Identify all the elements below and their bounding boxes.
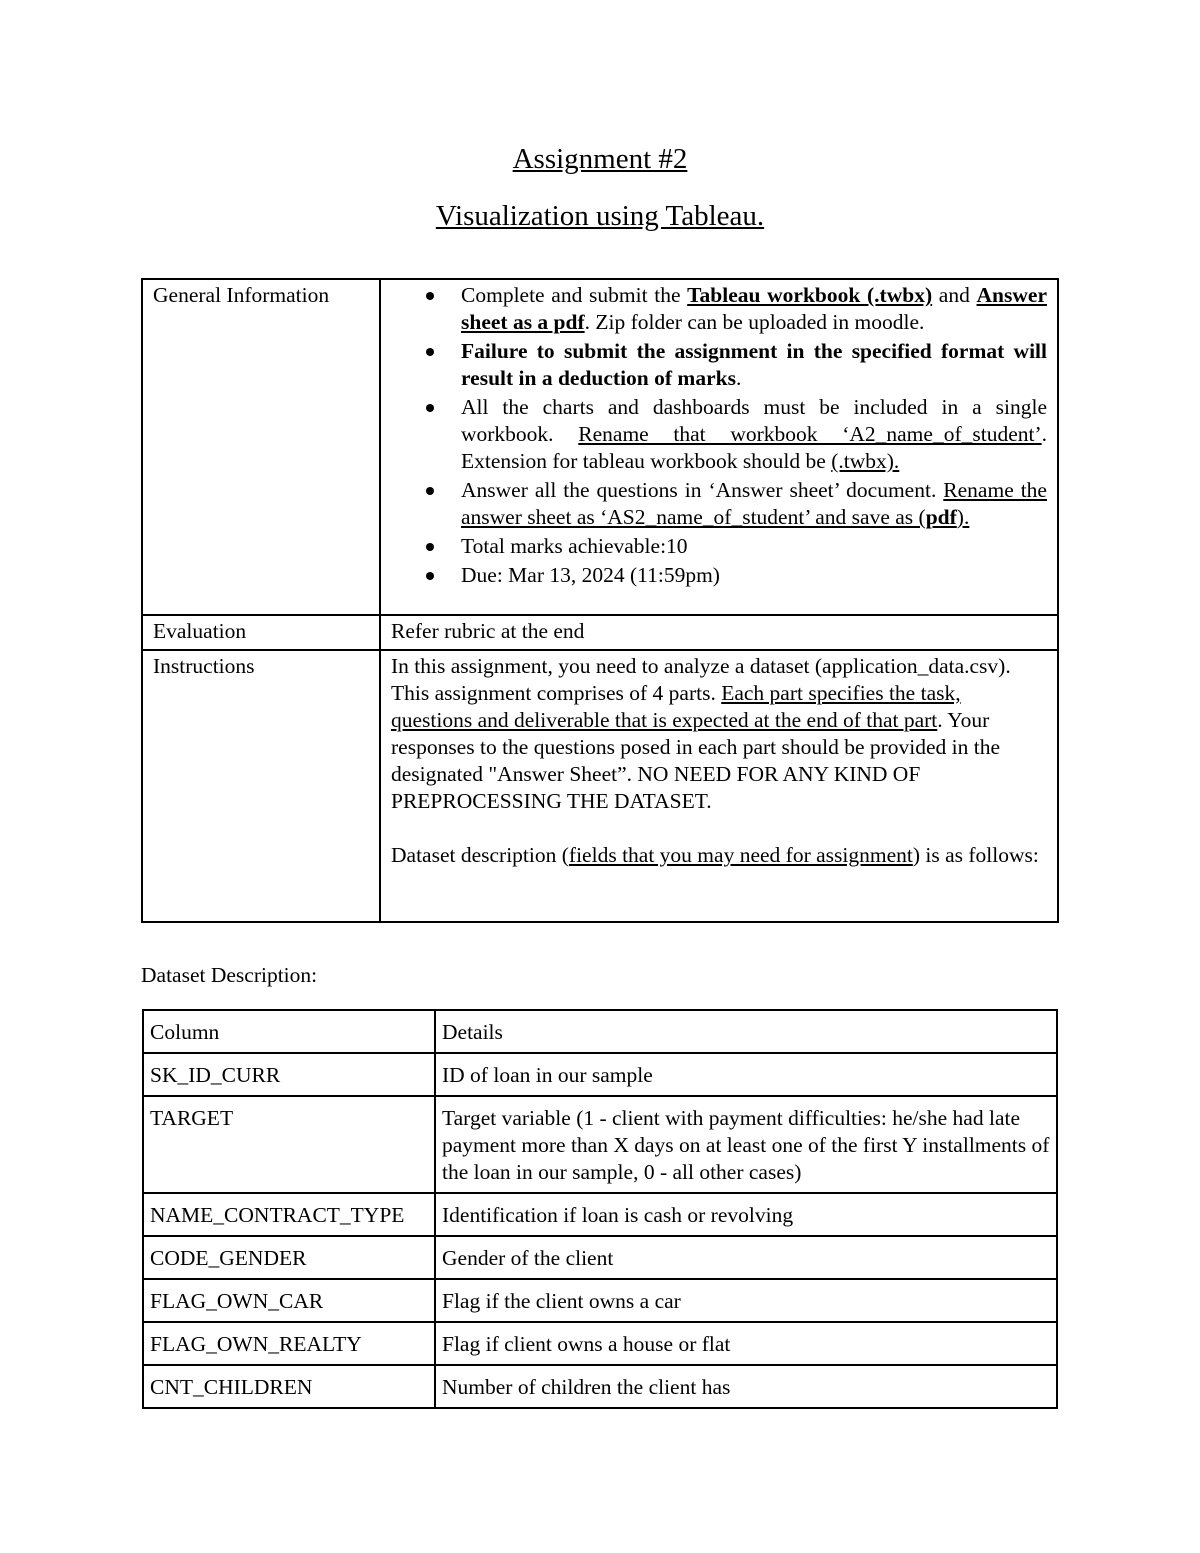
- table-header-row: [143, 1010, 1057, 1053]
- column-details: Identification if loan is cash or revolving: [435, 1193, 1057, 1236]
- column-details: Flag if client owns a house or flat: [435, 1322, 1057, 1365]
- general-information-list: [391, 282, 1047, 589]
- column-name: FLAG_OWN_REALTY: [143, 1322, 435, 1365]
- column-name: CODE_GENDER: [143, 1236, 435, 1279]
- assignment-info-table: [141, 278, 1059, 923]
- table-row: [143, 1053, 1057, 1096]
- list-item: Failure to submit the assignment in the specified format will result in a deduction of marks.: [461, 339, 1047, 390]
- column-name: CNT_CHILDREN: [143, 1365, 435, 1408]
- general-information-label: General Information: [142, 279, 380, 615]
- evaluation-row: [142, 615, 1058, 650]
- column-name: FLAG_OWN_CAR: [143, 1279, 435, 1322]
- table-row: [143, 1279, 1057, 1322]
- general-information-content: [380, 279, 1058, 615]
- column-name: TARGET: [143, 1096, 435, 1193]
- table-row: [143, 1322, 1057, 1365]
- column-details: Gender of the client: [435, 1236, 1057, 1279]
- list-item: Due: Mar 13, 2024 (11:59pm): [461, 562, 1047, 589]
- table-row: [143, 1096, 1057, 1193]
- list-item: Complete and submit the Tableau workbook (.twbx) and Answer sheet as a pdf. Zip folder can be uploaded in moodle.: [461, 283, 1047, 334]
- column-name: NAME_CONTRACT_TYPE: [143, 1193, 435, 1236]
- instructions-label: Instructions: [142, 650, 380, 922]
- general-information-row: [142, 279, 1058, 615]
- dataset-description-heading: Dataset Description:: [141, 963, 318, 987]
- column-details: ID of loan in our sample: [435, 1053, 1057, 1096]
- table-row: [143, 1193, 1057, 1236]
- list-item: All the charts and dashboards must be included in a single workbook. Rename that workbook ‘A2_name_of_student’. Extension for tableau workbook should be (.twbx).: [461, 395, 1048, 473]
- column-details: Target variable (1 - client with payment difficulties: he/she had late payment more than X days on at least one of the first Y installments of the loan in our sample, 0 - all other cases): [435, 1096, 1057, 1193]
- dataset-table: [142, 1009, 1058, 1409]
- page-subtitle: Visualization using Tableau.: [435, 200, 765, 232]
- column-details: Flag if the client owns a car: [435, 1279, 1057, 1322]
- list-item: Total marks achievable:10: [461, 533, 1047, 560]
- dataset-description-paragraph: Dataset description (fields that you may need for assignment) is as follows:: [391, 843, 1039, 867]
- column-header: Column: [143, 1010, 435, 1053]
- column-details: Number of children the client has: [435, 1365, 1057, 1408]
- details-header: Details: [435, 1010, 1057, 1053]
- table-row: [143, 1236, 1057, 1279]
- instructions-content: [380, 650, 1058, 922]
- instructions-paragraph: In this assignment, you need to analyze a dataset (application_data.csv). This assignment comprises of 4 parts. Each part specifies the task, questions and deliverable that is expected at the end of that part. Your responses to the questions posed in each part should be provided in the designated "Answer Sheet”. NO NEED FOR ANY KIND OF PREPROCESSING THE DATASET.: [391, 654, 1011, 813]
- list-item: Answer all the questions in ‘Answer sheet’ document. Rename the answer sheet as ‘AS2_name_of_student’ and save as (pdf).: [461, 478, 1047, 529]
- evaluation-text: Refer rubric at the end: [380, 615, 1058, 650]
- page-title: Assignment #2: [512, 143, 688, 175]
- evaluation-label: Evaluation: [142, 615, 380, 650]
- column-name: SK_ID_CURR: [143, 1053, 435, 1096]
- table-row: [143, 1365, 1057, 1408]
- instructions-row: [142, 650, 1058, 922]
